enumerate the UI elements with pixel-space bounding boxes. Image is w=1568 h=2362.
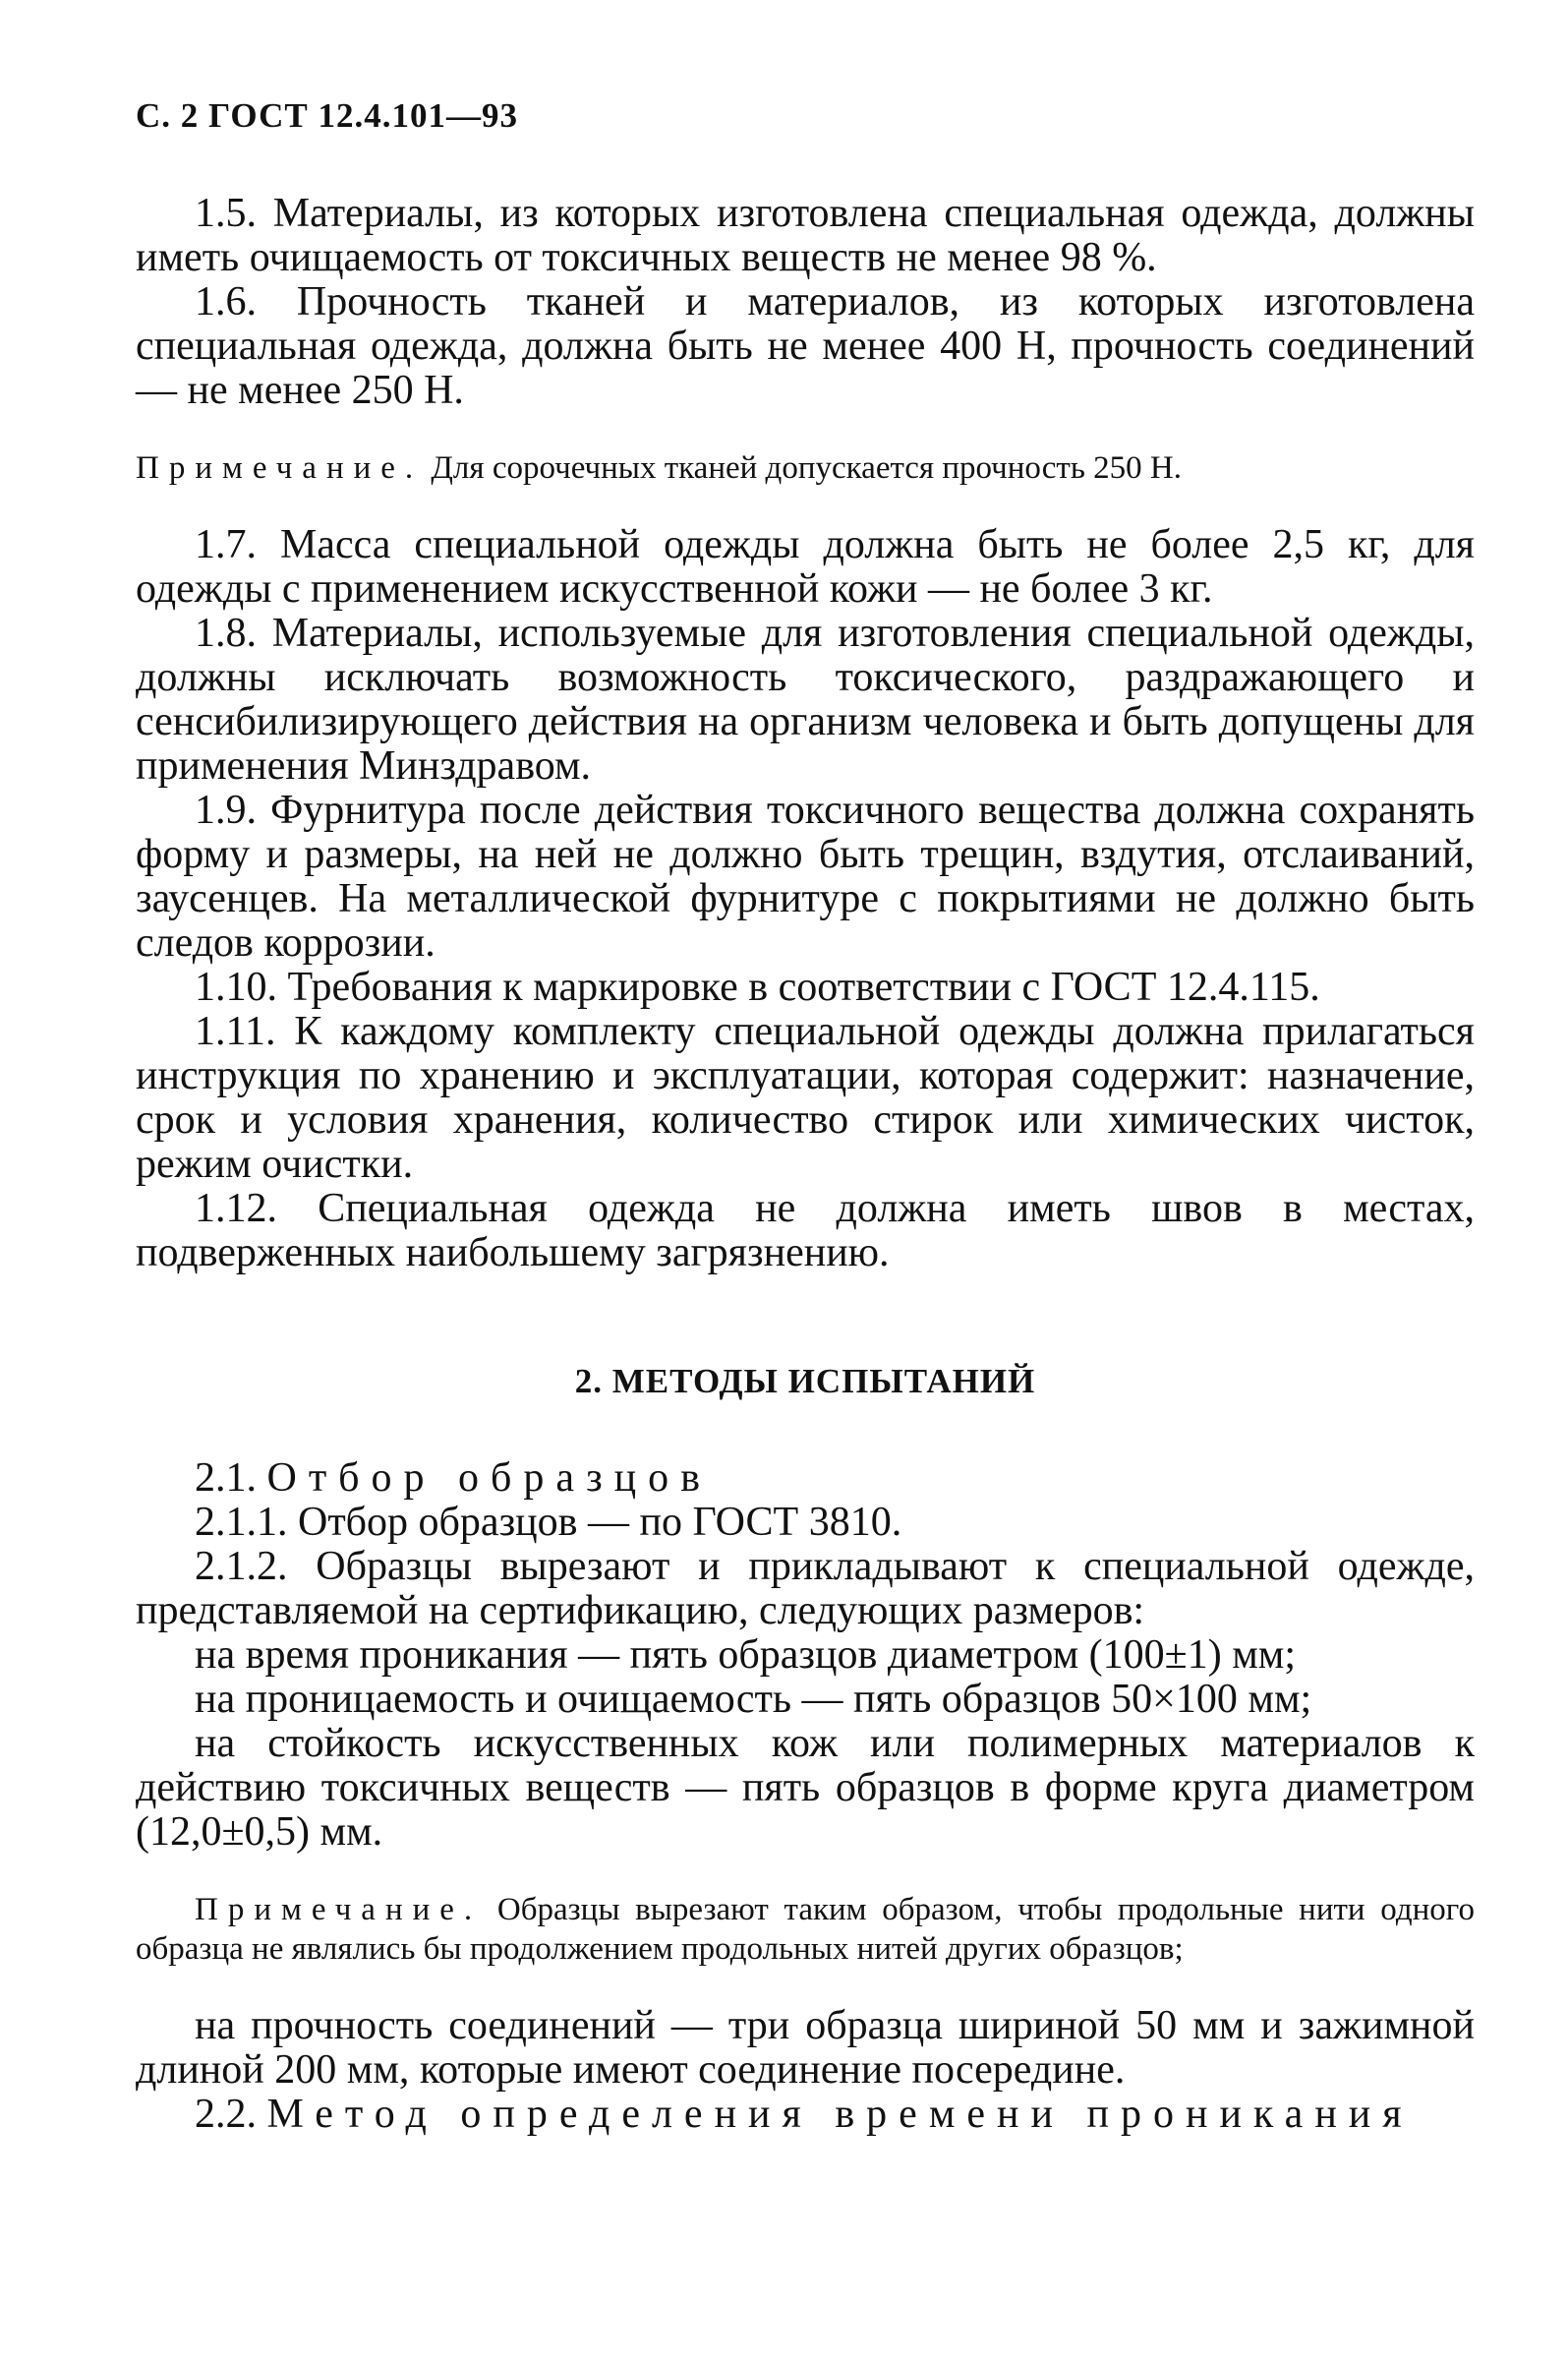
paragraph-1-7: 1.7. Масса специальной одежды должна быть не более 2,5 кг, для одежды с применением искусственной кожи — не более 3 кг. <box>136 522 1475 612</box>
paragraph-1-12: 1.12. Специальная одежда не должна иметь швов в местах, подверженных наибольшему загрязнению. <box>136 1186 1475 1275</box>
note-text: Образцы вырезают таким образом, чтобы продольные нити одного образца не являлись бы продолжением продольных нитей других образцов; <box>136 1892 1475 1967</box>
test-methods-section <box>136 1456 1475 1855</box>
note-fabric-strength <box>136 448 1475 488</box>
sample-size-resistance: на стойкость искусственных кож или полимерных материалов к действию токсичных веществ — пять образцов в форме круга диаметром (12,0±0,5) мм. <box>136 1721 1475 1855</box>
requirements-section-1 <box>136 192 1475 413</box>
subsection-2-2-heading <box>136 2093 1475 2137</box>
paragraph-1-6: 1.6. Прочность тканей и материалов, из которых изготовлена специальная одежда, должна быть не менее 400 Н, прочность соединений — не менее 250 Н. <box>136 279 1475 413</box>
subsection-2-1-number: 2.1. <box>195 1455 257 1501</box>
note-text: Для сорочечных тканей допускается прочность 250 Н. <box>431 450 1182 486</box>
note-sample-cutting <box>136 1890 1475 1969</box>
section-title-test-methods: 2. МЕТОДЫ ИСПЫТАНИЙ <box>574 1362 1036 1400</box>
paragraph-1-10: 1.10. Требования к маркировке в соответствии с ГОСТ 12.4.115. <box>195 965 1320 1010</box>
paragraph-2-1-1: 2.1.1. Отбор образцов — по ГОСТ 3810. <box>195 1500 902 1545</box>
document-page <box>136 98 1475 2137</box>
subsection-2-2-title: Метод определения времени проникания <box>266 2092 1414 2137</box>
test-methods-continued <box>136 2004 1475 2137</box>
paragraph-1-11: 1.11. К каждому комплекту специальной одежды должна прилагаться инструкция по хранению и эксплуатации, которая содержит: назначение, срок и условия хранения, количество стирок или химических чисток, режим очистки. <box>136 1009 1475 1187</box>
sample-size-penetration-time: на время проникания — пять образцов диаметром (100±1) мм; <box>195 1632 1297 1678</box>
paragraph-1-8: 1.8. Материалы, используемые для изготовления специальной одежды, должны исключать возможность токсического, раздражающего и сенсибилизирующего действия на организм человека и быть допущены для применения Минздравом. <box>136 611 1475 789</box>
sample-size-permeability: на проницаемость и очищаемость — пять образцов 50×100 мм; <box>195 1677 1312 1722</box>
paragraph-1-9: 1.9. Фурнитура после действия токсичного вещества должна сохранять форму и размеры, на ней не должно быть трещин, вздутия, отслаиваний, заусенцев. На металлической фурнитуре с покрытиями не должно быть следов коррозии. <box>136 788 1475 966</box>
subsection-2-1-heading <box>136 1456 1475 1501</box>
requirements-section-2 <box>136 523 1475 1275</box>
subsection-2-2-number: 2.2. <box>195 2092 257 2137</box>
note-label: Примечание. <box>136 450 424 486</box>
note-label: Примечание. <box>195 1892 483 1927</box>
paragraph-2-1-2: 2.1.2. Образцы вырезают и прикладывают к специальной одежде, представляемой на сертификацию, следующих размеров: <box>136 1544 1475 1633</box>
page-header: С. 2 ГОСТ 12.4.101—93 <box>136 96 518 135</box>
sample-size-seam-strength: на прочность соединений — три образца шириной 50 мм и зажимной длиной 200 мм, которые имеют соединение посередине. <box>136 2003 1475 2093</box>
subsection-2-1-title: Отбор образцов <box>266 1455 712 1501</box>
paragraph-1-5: 1.5. Материалы, из которых изготовлена специальная одежда, должны иметь очищаемость от токсичных веществ не менее 98 %. <box>136 191 1475 280</box>
